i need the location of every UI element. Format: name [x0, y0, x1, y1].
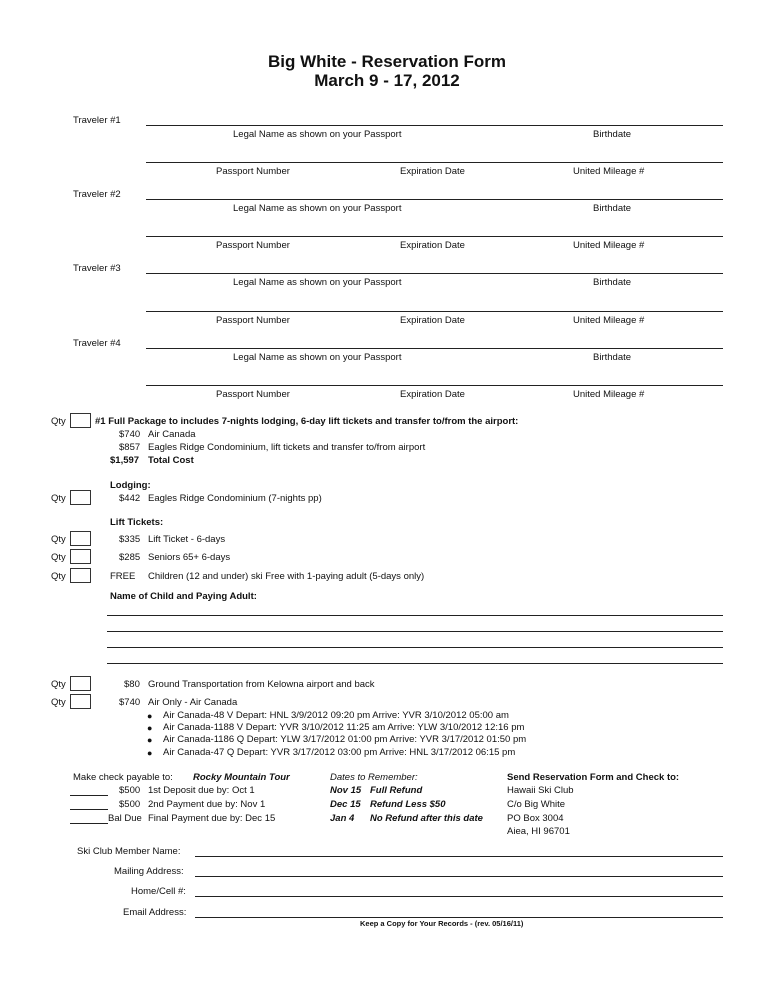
passport-label: Passport Number: [216, 240, 290, 251]
payment-check-field[interactable]: [70, 809, 108, 810]
legal-name-label: Legal Name as shown on your Passport: [233, 203, 402, 214]
package-total-price: $1,597: [110, 455, 140, 466]
member-name-field[interactable]: [195, 856, 723, 857]
lift-price: $335: [119, 534, 141, 545]
passport-field[interactable]: [146, 311, 723, 312]
bullet-icon: ●: [147, 723, 153, 733]
expiration-label: Expiration Date: [400, 389, 465, 400]
passport-label: Passport Number: [216, 315, 290, 326]
legal-name-label: Legal Name as shown on your Passport: [233, 352, 402, 363]
email-field[interactable]: [195, 917, 723, 918]
qty-label: Qty: [51, 416, 66, 427]
qty-label: Qty: [51, 697, 66, 708]
package-desc: Air Canada: [148, 429, 196, 440]
legal-name-field[interactable]: [146, 273, 723, 274]
balance-check-field[interactable]: [70, 823, 108, 824]
ground-desc: Ground Transportation from Kelowna airport and back: [148, 679, 375, 690]
expiration-label: Expiration Date: [400, 315, 465, 326]
passport-label: Passport Number: [216, 166, 290, 177]
address-line: C/o Big White: [507, 799, 566, 810]
payment-desc: 1st Deposit due by: Oct 1: [148, 785, 255, 796]
package-price: $857: [119, 442, 141, 453]
date-value: Dec 15: [330, 799, 361, 810]
birthdate-label: Birthdate: [593, 129, 632, 140]
traveler-label: Traveler #3: [73, 263, 121, 274]
bullet-icon: ●: [147, 748, 153, 758]
child-name-field[interactable]: [107, 631, 723, 632]
send-heading: Send Reservation Form and Check to:: [507, 772, 680, 783]
flight-item: Air Canada-1186 Q Depart: YLW 3/17/2012 01:00 pm Arrive: YVR 3/17/2012 01:50 pm: [163, 734, 527, 745]
lodging-heading: Lodging:: [110, 480, 151, 491]
lift-price: $285: [119, 552, 141, 563]
payment-desc: 2nd Payment due by: Nov 1: [148, 799, 266, 810]
package-price: $740: [119, 429, 141, 440]
lodging-desc: Eagles Ridge Condominium (7-nights pp): [148, 493, 322, 504]
legal-name-field[interactable]: [146, 348, 723, 349]
passport-label: Passport Number: [216, 389, 290, 400]
bullet-icon: ●: [147, 735, 153, 745]
passport-field[interactable]: [146, 162, 723, 163]
child-heading: Name of Child and Paying Adult:: [110, 591, 257, 602]
date-desc: Full Refund: [370, 785, 423, 796]
flight-item: Air Canada-1188 V Depart: YVR 3/10/2012 11:25 am Arrive: YLW 3/10/2012 12:16 pm: [163, 722, 525, 733]
email-label: Email Address:: [123, 907, 187, 918]
phone-field[interactable]: [195, 896, 723, 897]
qty-label: Qty: [51, 493, 66, 504]
child-name-field[interactable]: [107, 647, 723, 648]
qty-lift-box[interactable]: [70, 531, 91, 546]
mileage-label: United Mileage #: [573, 240, 645, 251]
passport-field[interactable]: [146, 385, 723, 386]
form-title: Big White - Reservation Form: [267, 52, 507, 71]
expiration-label: Expiration Date: [400, 240, 465, 251]
birthdate-label: Birthdate: [593, 277, 632, 288]
air-price: $740: [119, 697, 141, 708]
qty-package-box[interactable]: [70, 413, 91, 428]
date-value: Nov 15: [330, 785, 362, 796]
child-name-field[interactable]: [107, 615, 723, 616]
qty-ground-box[interactable]: [70, 676, 91, 691]
payment-amount: $500: [119, 799, 141, 810]
mailing-field[interactable]: [195, 876, 723, 877]
date-value: Jan 4: [330, 813, 355, 824]
phone-label: Home/Cell #:: [131, 886, 186, 897]
payable-label: Make check payable to:: [73, 772, 173, 783]
mileage-label: United Mileage #: [573, 166, 645, 177]
payment-amount: $500: [119, 785, 141, 796]
date-desc: Refund Less $50: [370, 799, 446, 810]
lift-desc: Seniors 65+ 6-days: [148, 552, 231, 563]
footer-note: Keep a Copy for Your Records - (rev. 05/16/11): [360, 919, 524, 928]
member-name-label: Ski Club Member Name:: [77, 846, 181, 857]
date-desc: No Refund after this date: [370, 813, 483, 824]
passport-field[interactable]: [146, 236, 723, 237]
mileage-label: United Mileage #: [573, 315, 645, 326]
qty-lodging-box[interactable]: [70, 490, 91, 505]
form-dates-title: March 9 - 17, 2012: [314, 71, 460, 90]
legal-name-label: Legal Name as shown on your Passport: [233, 277, 402, 288]
lift-desc: Lift Ticket - 6-days: [148, 534, 226, 545]
qty-senior-box[interactable]: [70, 549, 91, 564]
mailing-label: Mailing Address:: [114, 866, 184, 877]
payable-to: Rocky Mountain Tour: [193, 772, 290, 783]
qty-label: Qty: [51, 571, 66, 582]
address-line: Aiea, HI 96701: [507, 826, 570, 837]
traveler-label: Traveler #4: [73, 338, 121, 349]
ground-price: $80: [124, 679, 140, 690]
lift-price: FREE: [110, 571, 136, 582]
qty-air-box[interactable]: [70, 694, 91, 709]
bullet-icon: ●: [147, 711, 153, 721]
legal-name-field[interactable]: [146, 199, 723, 200]
flight-item: Air Canada-48 V Depart: HNL 3/9/2012 09:20 pm Arrive: YVR 3/10/2012 05:00 am: [163, 710, 509, 721]
birthdate-label: Birthdate: [593, 203, 632, 214]
payment-desc: Final Payment due by: Dec 15: [148, 813, 276, 824]
legal-name-field[interactable]: [146, 125, 723, 126]
payment-amount: Bal Due: [108, 813, 142, 824]
package-total-label: Total Cost: [148, 455, 194, 466]
birthdate-label: Birthdate: [593, 352, 632, 363]
qty-label: Qty: [51, 534, 66, 545]
qty-label: Qty: [51, 552, 66, 563]
qty-label: Qty: [51, 679, 66, 690]
flight-item: Air Canada-47 Q Depart: YVR 3/17/2012 03:00 pm Arrive: HNL 3/17/2012 06:15 pm: [163, 747, 516, 758]
address-line: Hawaii Ski Club: [507, 785, 574, 796]
address-line: PO Box 3004: [507, 813, 564, 824]
mileage-label: United Mileage #: [573, 389, 645, 400]
lift-heading: Lift Tickets:: [110, 517, 164, 528]
package-desc: Eagles Ridge Condominium, lift tickets and transfer to/from airport: [148, 442, 426, 453]
deposit-check-field[interactable]: [70, 795, 108, 796]
child-name-field[interactable]: [107, 663, 723, 664]
traveler-label: Traveler #2: [73, 189, 121, 200]
traveler-label: Traveler #1: [73, 115, 121, 126]
lodging-price: $442: [119, 493, 141, 504]
lift-desc: Children (12 and under) ski Free with 1-paying adult (5-days only): [148, 571, 425, 582]
qty-child-box[interactable]: [70, 568, 91, 583]
package-heading: #1 Full Package to includes 7-nights lodging, 6-day lift tickets and transfer to/from the airport:: [95, 416, 519, 427]
expiration-label: Expiration Date: [400, 166, 465, 177]
air-desc: Air Only - Air Canada: [148, 697, 238, 708]
legal-name-label: Legal Name as shown on your Passport: [233, 129, 402, 140]
dates-heading: Dates to Remember:: [330, 772, 418, 783]
